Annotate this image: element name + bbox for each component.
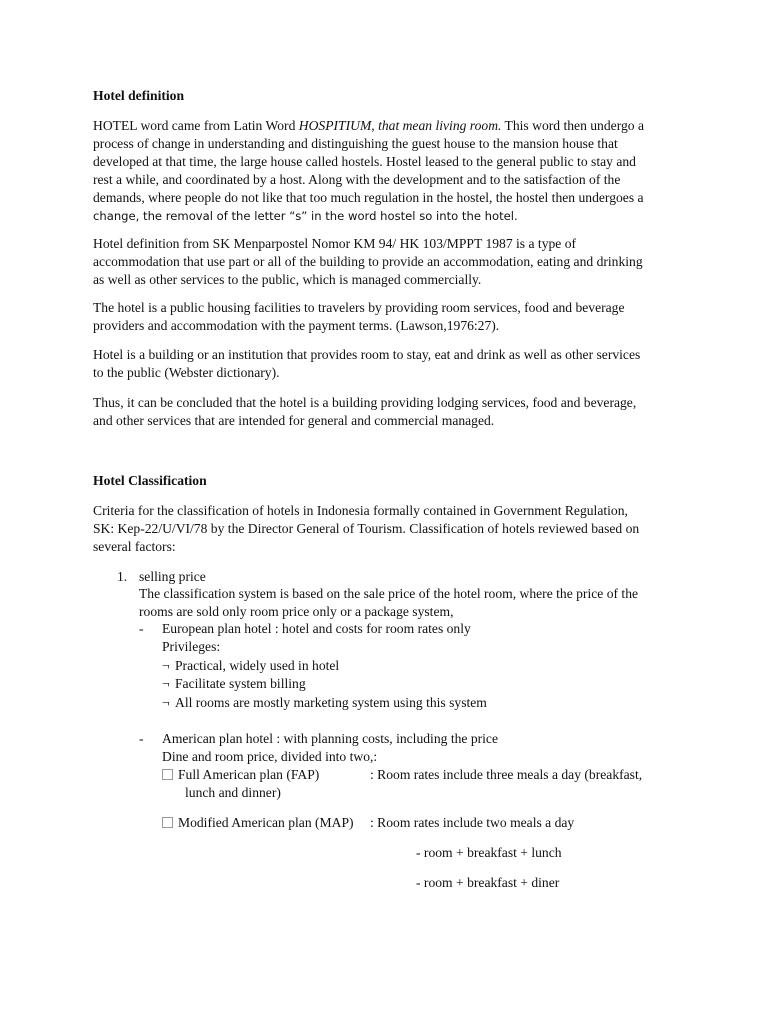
text-line: several factors: (93, 539, 176, 554)
italic-term-hospitium: HOSPITIUM, that mean living room. (298, 118, 502, 133)
fap-description: : Room rates include three meals a day (breakfast, (370, 767, 643, 782)
text-line: rest a while, and coordinated by a host. Along with the development and to the satisfaction of the (93, 172, 621, 187)
dash-bullet: - (139, 731, 144, 746)
text-line: Thus, it can be concluded that the hotel is a building providing lodging services, food and beverage, (93, 395, 637, 410)
privileges-label: Privileges: (162, 639, 221, 654)
paragraph-hotel-origin (93, 117, 678, 225)
american-plan-sub: Dine and room price, divided into two,: (162, 749, 378, 764)
text-line: Criteria for the classification of hotels in Indonesia formally contained in Government Regulation, (93, 503, 628, 518)
text-line: Hotel is a building or an institution that provides room to stay, eat and drink as well as other services (93, 347, 641, 362)
privilege-item: ¬ All rooms are mostly marketing system using this system (162, 695, 487, 710)
text-line: SK: Kep-22/U/VI/78 by the Director General of Tourism. Classification of hotels reviewed based on (93, 521, 640, 536)
negation-bullet-icon: ¬ (162, 658, 170, 673)
text-line: process of change in understanding and distinguishing the guest house to the mansion house that (93, 136, 618, 151)
checkbox-glyph-icon (162, 769, 173, 780)
privilege-item: ¬ Facilitate system billing (162, 676, 306, 691)
privilege-item: ¬ Practical, widely used in hotel (162, 658, 340, 673)
map-option-diner: - room + breakfast + diner (416, 875, 560, 890)
text-line: rooms are sold only room price only or a package system, (139, 604, 454, 619)
text-line: and other services that are intended for general and commercial managed. (93, 413, 495, 428)
paragraph-classification-criteria (93, 502, 678, 556)
text-line: as well as other services to the public, which is managed commercially. (93, 272, 482, 287)
fap-label: Full American plan (FAP) (162, 766, 319, 784)
paragraph-webster-definition (93, 346, 678, 382)
map-label: Modified American plan (MAP) (162, 814, 354, 832)
text-line: Hotel definition from SK Menparpostel Nomor KM 94/ HK 103/MPPT 1987 is a type of (93, 236, 577, 251)
map-option-lunch: - room + breakfast + lunch (416, 845, 562, 860)
text-line: HOTEL word came from Latin Word HOSPITIUM, that mean living room. This word then undergo a (93, 118, 644, 133)
map-description: : Room rates include two meals a day (370, 815, 575, 830)
list-item-selling-price: selling price (139, 569, 206, 584)
paragraph-lawson-definition (93, 299, 678, 335)
text-line: developed at that time, the large house called hostels. Hostel leased to the general public to stay and (93, 154, 636, 169)
text-line: change, the removal of the letter “s” in the word hostel so into the hotel. (93, 209, 518, 223)
heading-hotel-definition: Hotel definition (93, 88, 185, 103)
negation-bullet-icon: ¬ (162, 695, 170, 710)
american-plan-title: American plan hotel : with planning costs, including the price (162, 731, 498, 746)
text-line: providers and accommodation with the payment terms. (Lawson,1976:27). (93, 318, 500, 333)
heading-hotel-classification: Hotel Classification (93, 473, 207, 488)
dash-bullet: - (139, 621, 144, 636)
text-line: accommodation that use part or all of the building to provide an accommodation, eating and drinking (93, 254, 643, 269)
paragraph-sk-definition (93, 235, 678, 289)
text-line: to the public (Webster dictionary). (93, 365, 280, 380)
european-plan-title: European plan hotel : hotel and costs for room rates only (162, 621, 471, 636)
list-number-1: 1. (117, 569, 128, 584)
paragraph-conclusion (93, 394, 678, 430)
fap-description-cont: lunch and dinner) (185, 785, 281, 800)
checkbox-glyph-icon (162, 817, 173, 828)
text-line: demands, where people do not like that too much regulation in the hostel, the hostel then undergoes a (93, 190, 644, 205)
negation-bullet-icon: ¬ (162, 676, 170, 691)
text-line: The hotel is a public housing facilities to travelers by providing room services, food and beverage (93, 300, 625, 315)
text-line: The classification system is based on the sale price of the hotel room, where the price of the (139, 586, 639, 601)
